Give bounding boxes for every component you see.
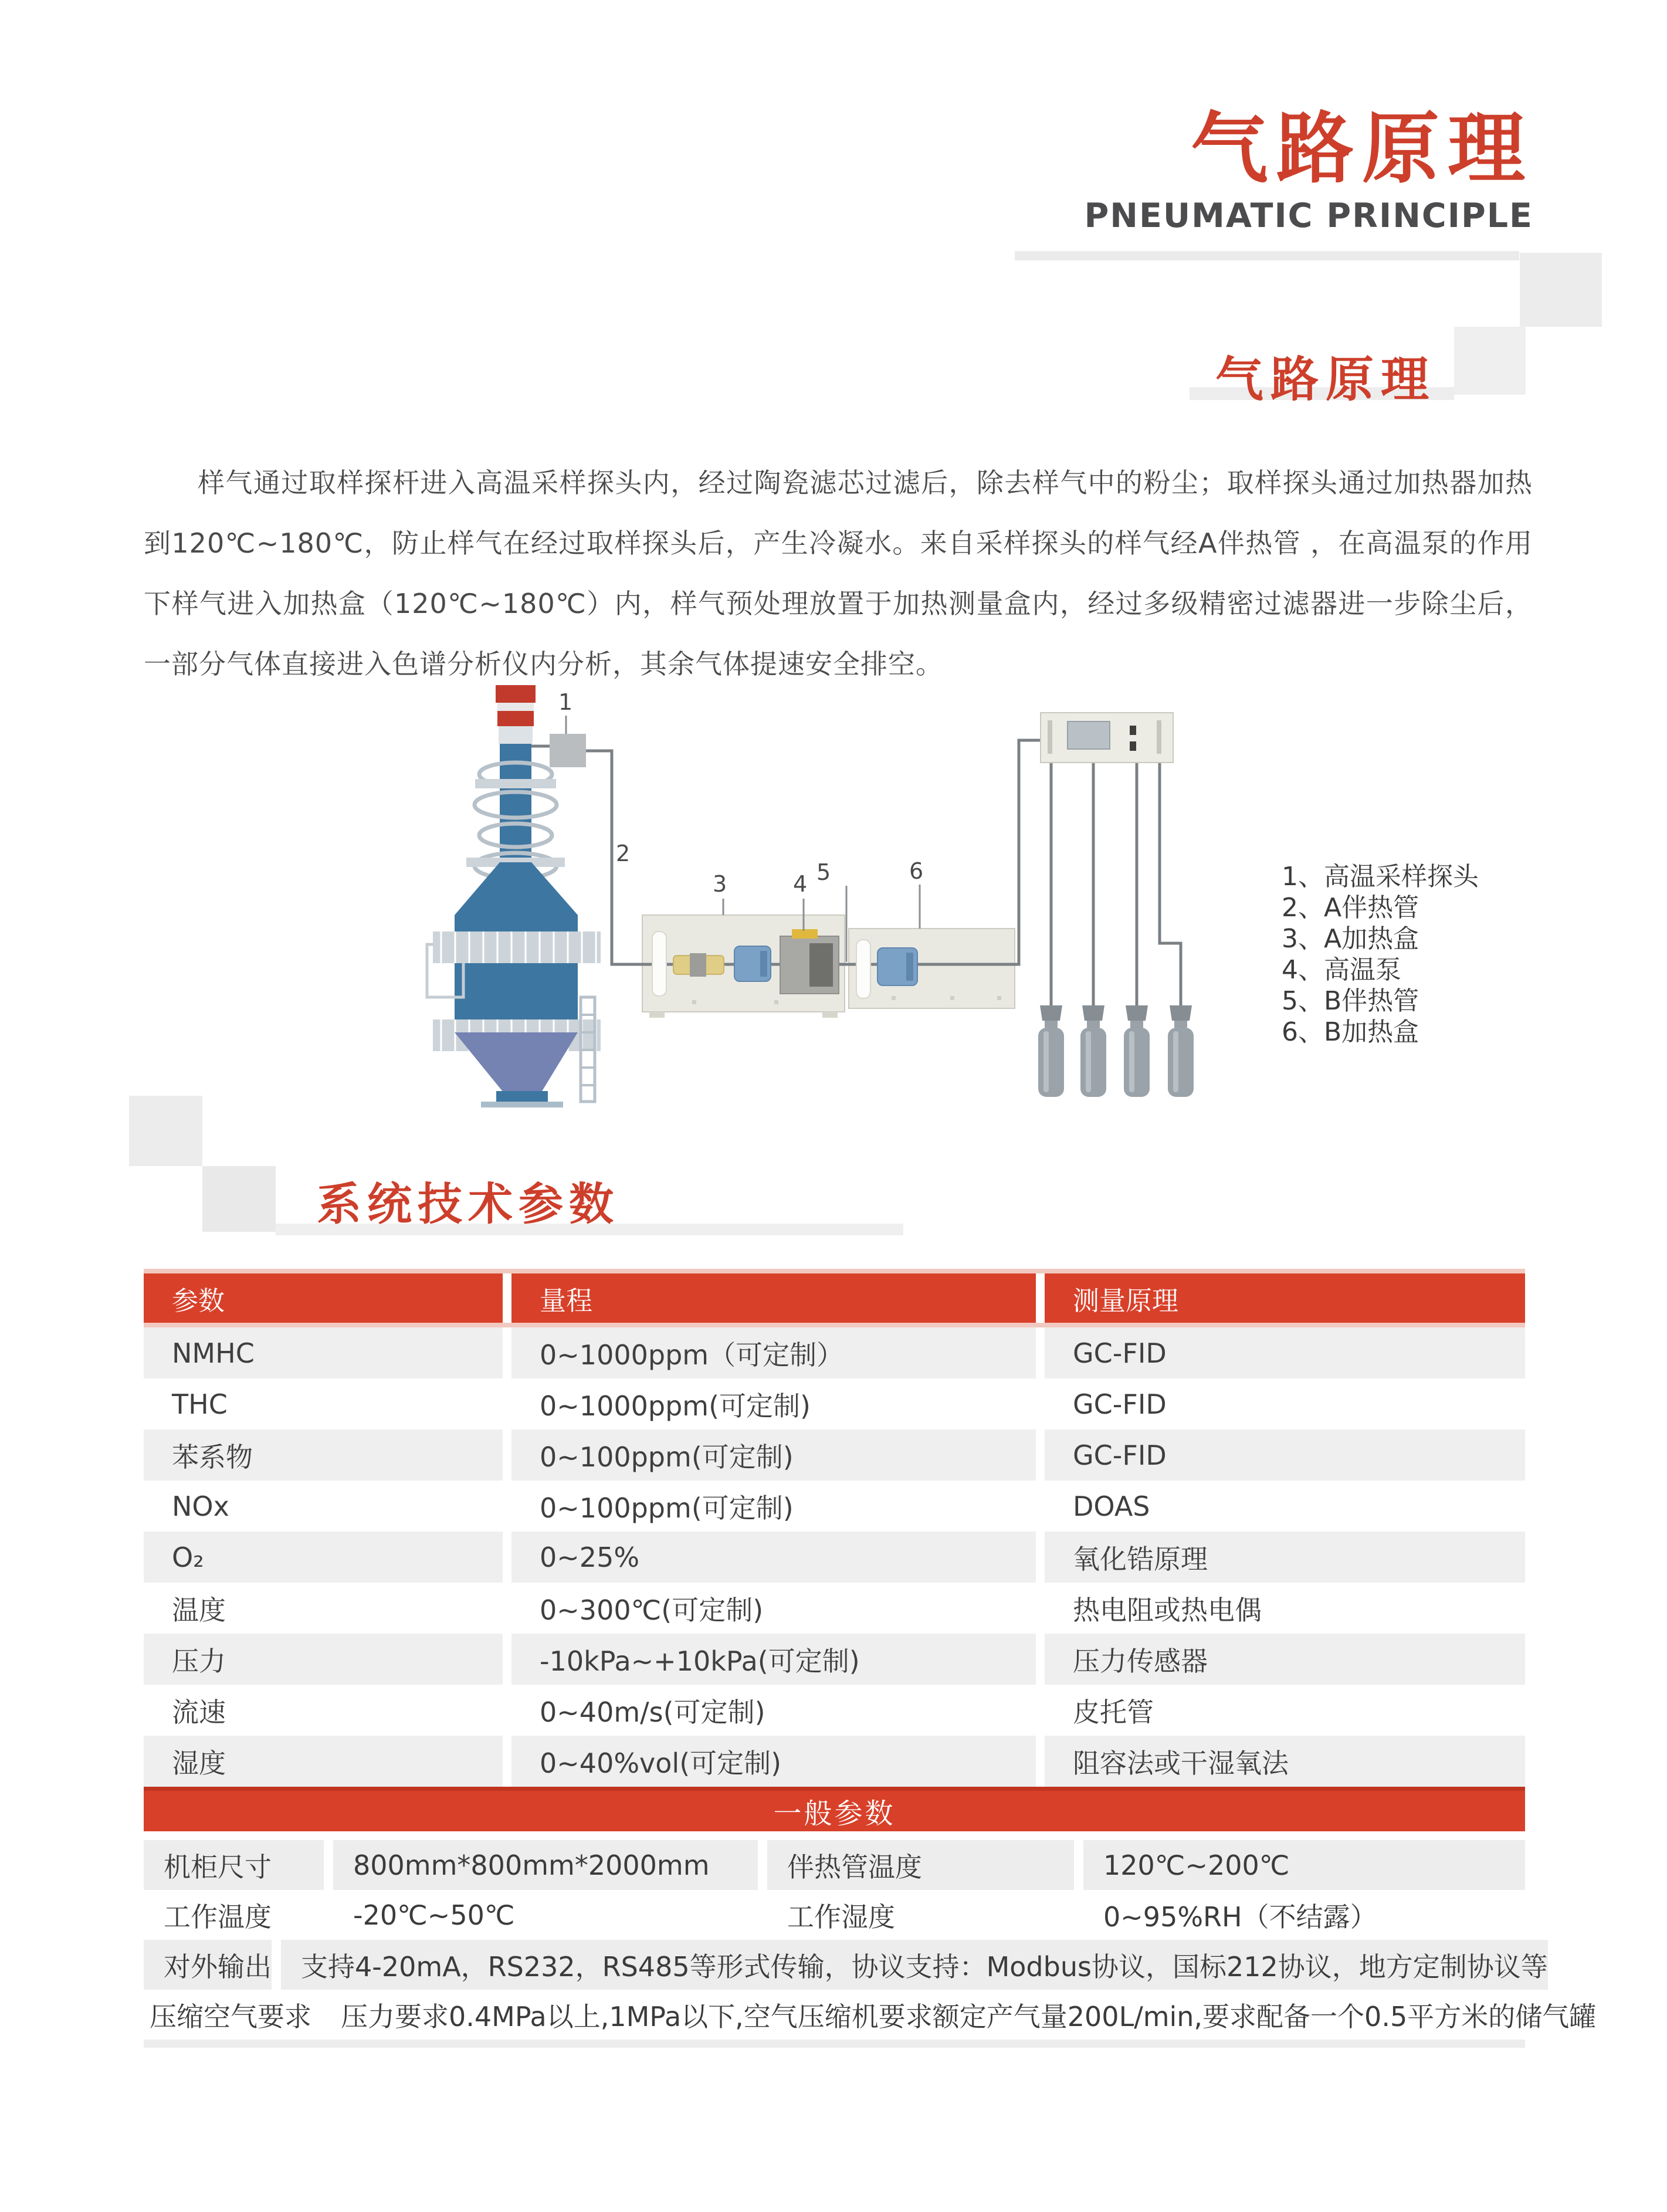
table-row bbox=[144, 1532, 1525, 1583]
table-row bbox=[144, 1736, 1525, 1787]
table-bottom-rule bbox=[144, 2040, 1525, 2048]
cell-parameter: 压力 bbox=[144, 1634, 503, 1685]
column-header-parameter: 参数 bbox=[144, 1273, 503, 1323]
table-row bbox=[144, 1990, 1597, 2040]
cell-range: 0~100ppm(可定制) bbox=[511, 1429, 1036, 1481]
cell-value: 支持4-20mA，RS232，RS485等形式传输，协议支持：Modbus协议，国标212协议，地方定制协议等 bbox=[281, 1940, 1548, 1990]
gas-cylinder bbox=[1038, 1005, 1064, 1097]
analyzer-unit bbox=[1041, 713, 1173, 763]
decor-square bbox=[129, 1096, 202, 1166]
cell-range: 0~40m/s(可定制) bbox=[511, 1685, 1036, 1736]
cell-principle: 热电阻或热电偶 bbox=[1045, 1583, 1525, 1634]
legend-item: 5、B伴热管 bbox=[1282, 986, 1419, 1016]
cell-principle: DOAS bbox=[1045, 1481, 1525, 1532]
page-title: 气路原理 bbox=[1191, 104, 1533, 194]
diagram-callout-2: 2 bbox=[616, 841, 631, 866]
general-params-band: 一般参数 bbox=[144, 1787, 1525, 1831]
column-header-range: 量程 bbox=[511, 1273, 1036, 1323]
decor-square bbox=[1454, 327, 1526, 395]
column-header-principle: 测量原理 bbox=[1045, 1273, 1525, 1323]
gas-cylinders bbox=[1038, 1005, 1194, 1097]
cell-range: 0~300℃(可定制) bbox=[511, 1583, 1036, 1634]
cell-range: 0~1000ppm（可定制） bbox=[511, 1327, 1036, 1378]
legend-item: 2、A伴热管 bbox=[1282, 893, 1419, 923]
diagram-legend bbox=[1282, 861, 1479, 1048]
cell-principle: 皮托管 bbox=[1045, 1685, 1525, 1736]
intro-paragraph: 样气通过取样探杆进入高温采样探头内，经过陶瓷滤芯过滤后，除去样气中的粉尘；取样探头通过加热器加热到120℃~180℃，防止样气在经过取样探头后，产生冷凝水。来自采样探头的样气经A伴热管 ，在高温泵的作用下样气进入加热盒（120℃~180℃）内，样气预处理放置于加热测量盒内，经过多级精密过滤器进一步除尘后，一部分气体直接进入色谱分析仪内分析，其余气体提速安全排空。 bbox=[144, 467, 1533, 680]
cell-range: 0~100ppm(可定制) bbox=[511, 1481, 1036, 1532]
cell-value: 压力要求0.4MPa以上,1MPa以下,空气压缩机要求额定产气量200L/min,要求配备一个0.5平方米的储气罐 bbox=[321, 1990, 1596, 2040]
gas-cylinder bbox=[1080, 1005, 1106, 1097]
cell-principle: GC-FID bbox=[1045, 1429, 1525, 1481]
table-row bbox=[144, 1685, 1525, 1736]
cell-value: 0~95%RH（不结露） bbox=[1083, 1890, 1525, 1940]
cell-label: 机柜尺寸 bbox=[144, 1840, 324, 1890]
general-params-table bbox=[144, 1840, 1597, 2040]
table-row bbox=[144, 1940, 1548, 1990]
cell-range: 0~1000ppm(可定制) bbox=[511, 1378, 1036, 1429]
cell-value: -20℃~50℃ bbox=[333, 1890, 758, 1940]
cell-principle: GC-FID bbox=[1045, 1378, 1525, 1429]
section-heading-tech-params: 系统技术参数 bbox=[317, 1178, 619, 1230]
cell-parameter: NOx bbox=[144, 1481, 503, 1532]
sampling-probe-box bbox=[550, 716, 586, 767]
decor-square bbox=[202, 1166, 276, 1232]
page-subtitle: PNEUMATIC PRINCIPLE bbox=[1084, 197, 1533, 235]
cell-parameter: O₂ bbox=[144, 1532, 503, 1583]
cell-label: 工作温度 bbox=[144, 1890, 324, 1940]
table-row bbox=[144, 1429, 1525, 1481]
gas-cylinder bbox=[1124, 1005, 1150, 1097]
diagram-callout-1: 1 bbox=[558, 689, 573, 715]
decor-square bbox=[1520, 253, 1602, 327]
cell-parameter: 苯系物 bbox=[144, 1429, 503, 1481]
heater-box-b bbox=[849, 929, 1015, 1008]
legend-item: 6、B加热盒 bbox=[1282, 1017, 1419, 1047]
cell-label: 工作湿度 bbox=[767, 1890, 1074, 1940]
cell-value: 800mm*800mm*2000mm bbox=[333, 1840, 758, 1890]
legend-item: 3、A加热盒 bbox=[1282, 924, 1419, 954]
gas-cylinder bbox=[1168, 1005, 1194, 1097]
cell-parameter: 温度 bbox=[144, 1583, 503, 1634]
diagram-callout-3: 3 bbox=[713, 871, 727, 897]
process-diagram bbox=[364, 669, 1267, 1115]
cell-principle: 压力传感器 bbox=[1045, 1634, 1525, 1685]
legend-item: 1、高温采样探头 bbox=[1282, 862, 1479, 892]
cell-principle: 氧化锆原理 bbox=[1045, 1532, 1525, 1583]
diagram-callout-5: 5 bbox=[816, 859, 831, 885]
cell-range: 0~40%vol(可定制) bbox=[511, 1736, 1036, 1787]
cell-parameter: 流速 bbox=[144, 1685, 503, 1736]
cell-label: 对外输出 bbox=[144, 1940, 272, 1990]
diagram-callout-4: 4 bbox=[793, 871, 808, 897]
legend-item: 4、高温泵 bbox=[1282, 955, 1401, 985]
cell-label: 压缩空气要求 bbox=[144, 1990, 311, 2040]
table-row bbox=[144, 1481, 1525, 1532]
cell-parameter: 湿度 bbox=[144, 1736, 503, 1787]
cell-principle: 阻容法或干湿氧法 bbox=[1045, 1736, 1525, 1787]
decor-strip bbox=[1015, 251, 1519, 260]
cell-label: 伴热管温度 bbox=[767, 1840, 1074, 1890]
table-row bbox=[144, 1634, 1525, 1685]
table-row bbox=[144, 1378, 1525, 1429]
cell-principle: GC-FID bbox=[1045, 1327, 1525, 1378]
cell-value: 120℃~200℃ bbox=[1083, 1840, 1525, 1890]
cell-range: 0~25% bbox=[511, 1532, 1036, 1583]
table-row bbox=[144, 1583, 1525, 1634]
spec-table-header bbox=[144, 1269, 1525, 1327]
cell-parameter: NMHC bbox=[144, 1327, 503, 1378]
cell-parameter: THC bbox=[144, 1378, 503, 1429]
table-row bbox=[144, 1327, 1525, 1378]
section-heading-pneumatic: 气路原理 bbox=[1215, 352, 1436, 408]
diagram-callout-6: 6 bbox=[909, 858, 924, 884]
table-row bbox=[144, 1890, 1525, 1940]
spec-table bbox=[144, 1269, 1525, 1787]
cell-range: -10kPa~+10kPa(可定制) bbox=[511, 1634, 1036, 1685]
table-row bbox=[144, 1840, 1525, 1890]
